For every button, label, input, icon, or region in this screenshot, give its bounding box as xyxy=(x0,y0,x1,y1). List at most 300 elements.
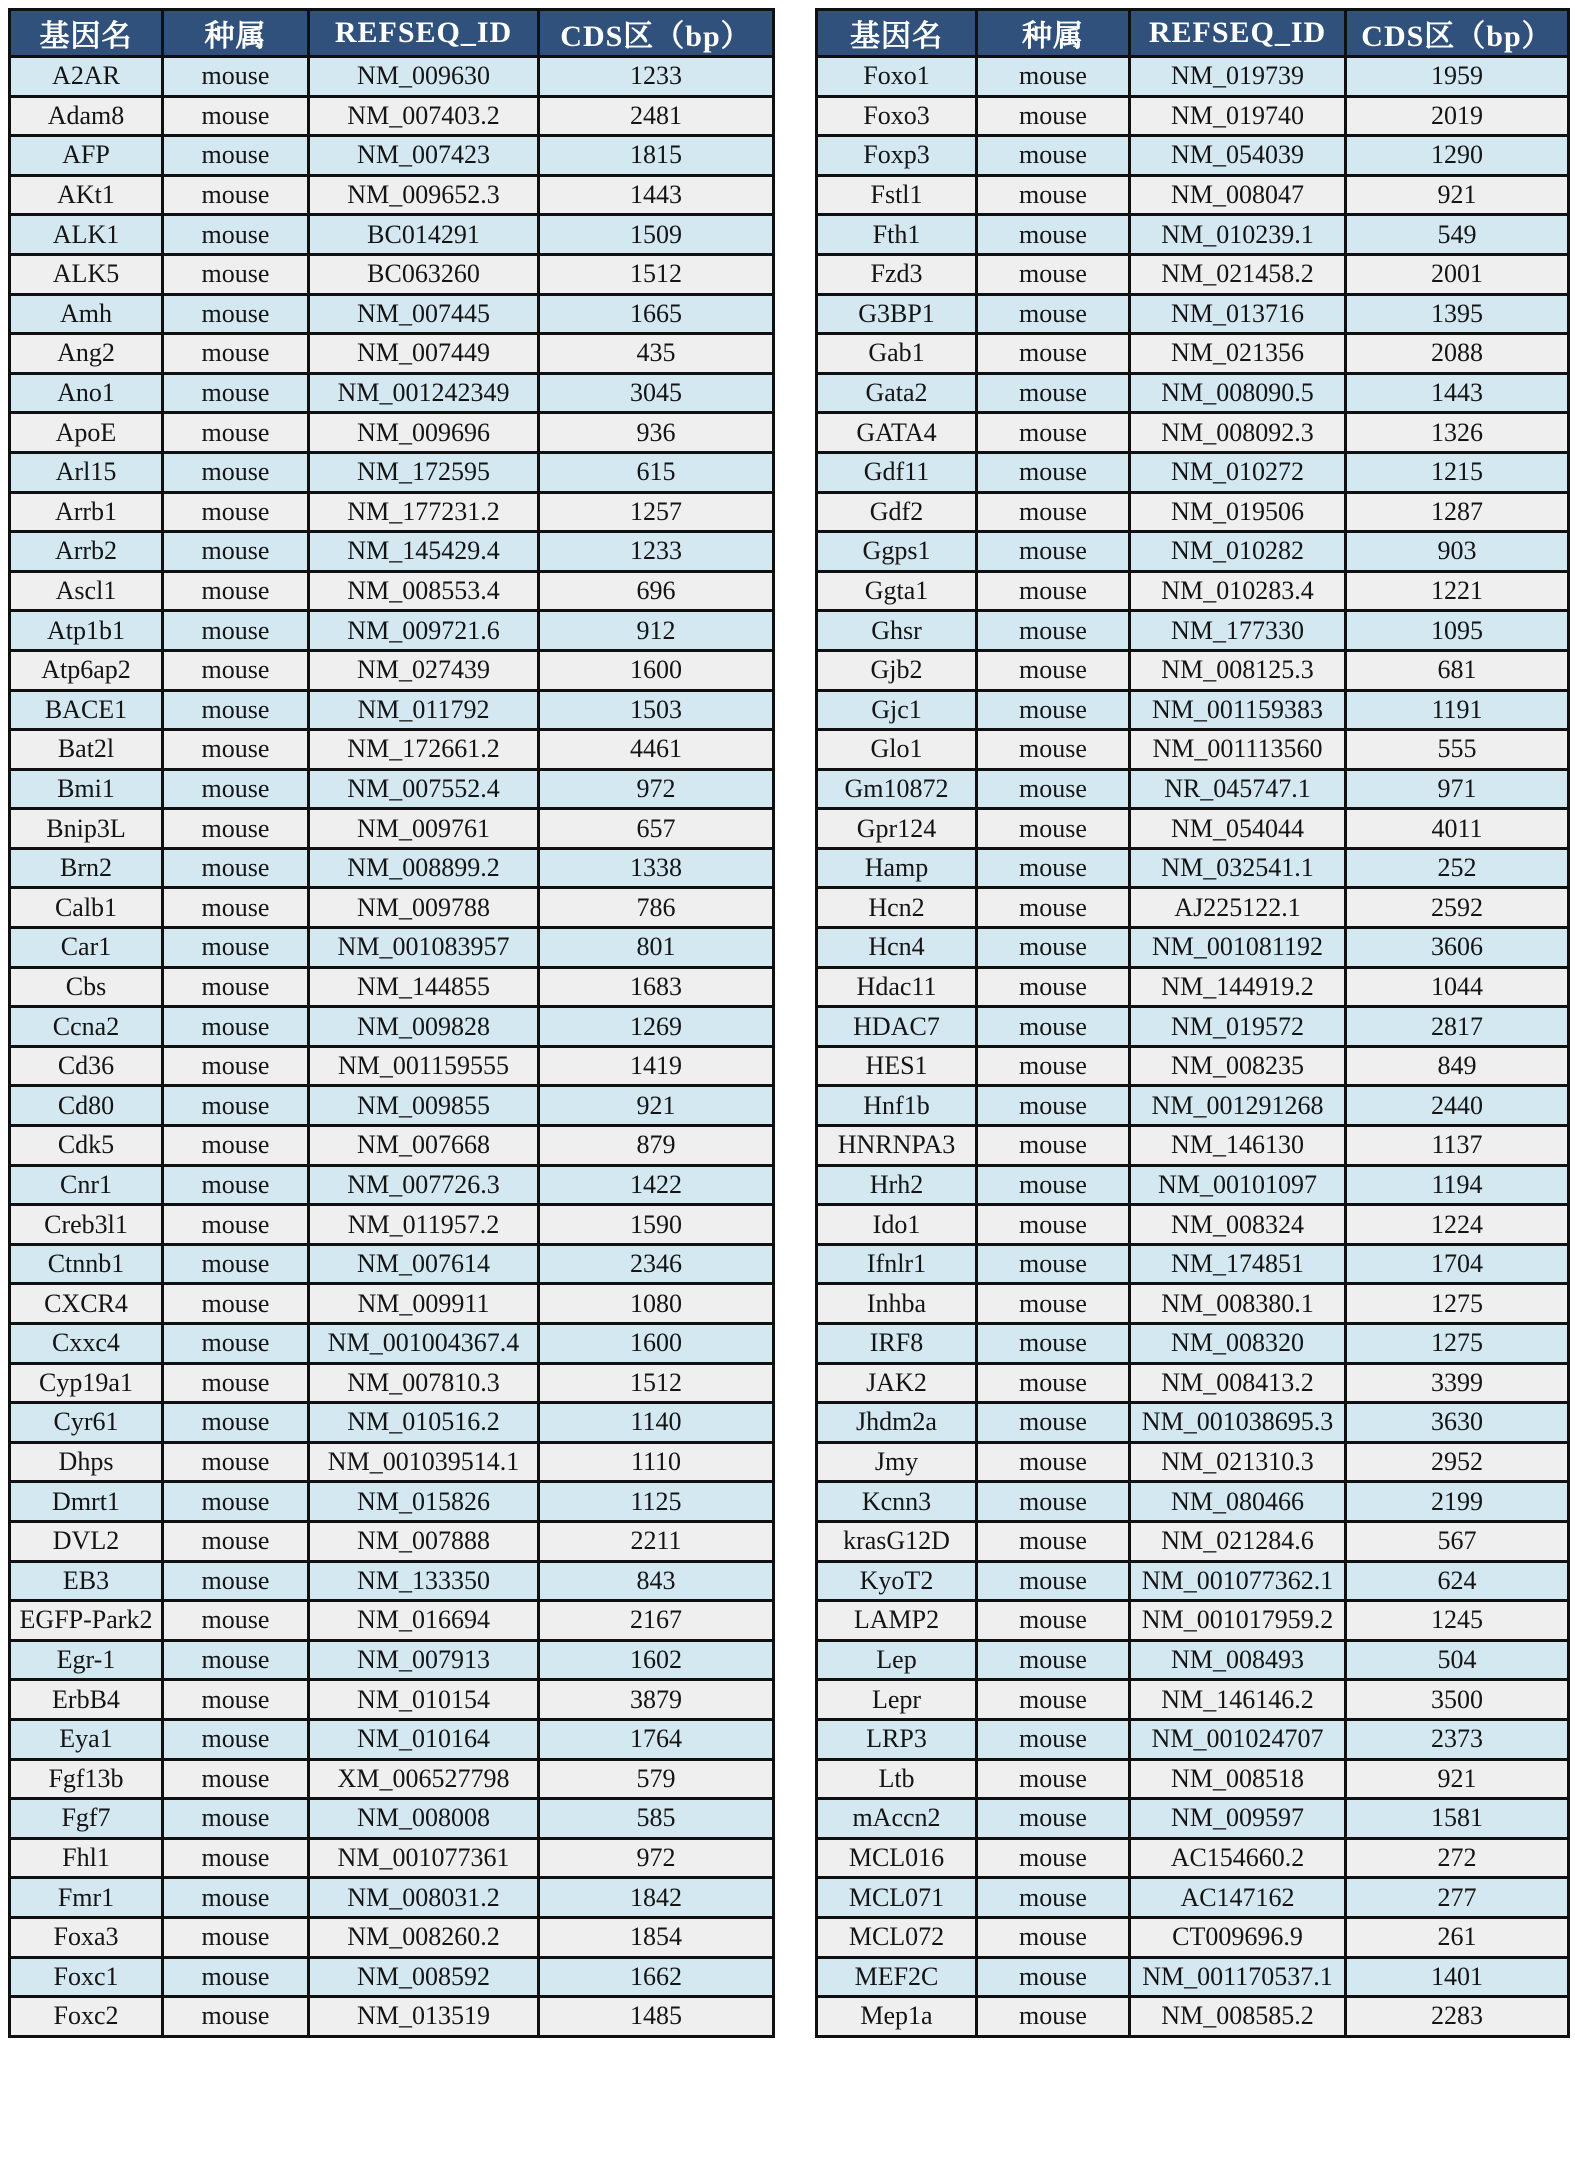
table-row xyxy=(817,1799,1569,1839)
table-row xyxy=(817,1561,1569,1601)
table-row xyxy=(817,1442,1569,1482)
cell-species: mouse xyxy=(977,650,1130,690)
cell-species: mouse xyxy=(977,215,1130,255)
table-row xyxy=(10,888,774,928)
cell-cds-bp: 4461 xyxy=(539,730,774,770)
cell-cds-bp: 624 xyxy=(1346,1561,1569,1601)
cell-refseq-id: NM_008592 xyxy=(309,1957,539,1997)
cell-refseq-id: BC014291 xyxy=(309,215,539,255)
cell-refseq-id: NM_007423 xyxy=(309,136,539,176)
cell-gene-name: Foxo1 xyxy=(817,57,977,97)
cell-refseq-id: NM_144855 xyxy=(309,967,539,1007)
table-row xyxy=(817,254,1569,294)
table-row xyxy=(817,1917,1569,1957)
header-row xyxy=(10,10,774,57)
cell-refseq-id: NM_008585.2 xyxy=(1130,1997,1346,2037)
cell-cds-bp: 1683 xyxy=(539,967,774,1007)
cell-gene-name: Fth1 xyxy=(817,215,977,255)
cell-refseq-id: NM_001113560 xyxy=(1130,730,1346,770)
cell-gene-name: Hnf1b xyxy=(817,1086,977,1126)
cell-cds-bp: 1215 xyxy=(1346,452,1569,492)
cell-species: mouse xyxy=(977,1403,1130,1443)
cell-cds-bp: 1509 xyxy=(539,215,774,255)
cell-refseq-id: NM_172595 xyxy=(309,452,539,492)
cell-species: mouse xyxy=(977,1799,1130,1839)
cell-cds-bp: 971 xyxy=(1346,769,1569,809)
cell-species: mouse xyxy=(977,1957,1130,1997)
table-row xyxy=(817,294,1569,334)
table-row xyxy=(817,848,1569,888)
cell-refseq-id: NR_045747.1 xyxy=(1130,769,1346,809)
cell-species: mouse xyxy=(977,1442,1130,1482)
cell-refseq-id: NM_001004367.4 xyxy=(309,1324,539,1364)
table-row xyxy=(817,1878,1569,1918)
cell-gene-name: MCL072 xyxy=(817,1917,977,1957)
table-row xyxy=(817,1719,1569,1759)
cell-refseq-id: NM_177330 xyxy=(1130,611,1346,651)
table-row xyxy=(817,650,1569,690)
cell-gene-name: Ltb xyxy=(817,1759,977,1799)
cell-refseq-id: NM_054044 xyxy=(1130,809,1346,849)
cell-cds-bp: 3500 xyxy=(1346,1680,1569,1720)
cell-refseq-id: NM_001024707 xyxy=(1130,1719,1346,1759)
cell-refseq-id: NM_007726.3 xyxy=(309,1165,539,1205)
cell-species: mouse xyxy=(163,1086,309,1126)
cell-cds-bp: 252 xyxy=(1346,848,1569,888)
cell-species: mouse xyxy=(977,1482,1130,1522)
cell-refseq-id: NM_008260.2 xyxy=(309,1917,539,1957)
cell-species: mouse xyxy=(163,571,309,611)
cell-species: mouse xyxy=(163,1403,309,1443)
cell-species: mouse xyxy=(977,1997,1130,2037)
cell-species: mouse xyxy=(163,928,309,968)
table-row xyxy=(817,413,1569,453)
cell-gene-name: Car1 xyxy=(10,928,163,968)
cell-species: mouse xyxy=(977,1878,1130,1918)
cell-species: mouse xyxy=(977,848,1130,888)
table-row xyxy=(817,1997,1569,2037)
table-row xyxy=(10,294,774,334)
cell-refseq-id: NM_174851 xyxy=(1130,1244,1346,1284)
cell-gene-name: Gdf11 xyxy=(817,452,977,492)
table-row xyxy=(10,1284,774,1324)
table-row xyxy=(10,136,774,176)
cell-cds-bp: 696 xyxy=(539,571,774,611)
header-row xyxy=(817,10,1569,57)
table-row xyxy=(817,1205,1569,1245)
cell-cds-bp: 1137 xyxy=(1346,1126,1569,1166)
cell-refseq-id: NM_010154 xyxy=(309,1680,539,1720)
table-row xyxy=(817,690,1569,730)
table-row xyxy=(10,1878,774,1918)
cell-refseq-id: NM_007614 xyxy=(309,1244,539,1284)
cell-cds-bp: 585 xyxy=(539,1799,774,1839)
cell-cds-bp: 277 xyxy=(1346,1878,1569,1918)
cell-refseq-id: NM_008090.5 xyxy=(1130,373,1346,413)
table-row xyxy=(817,571,1569,611)
cell-cds-bp: 1290 xyxy=(1346,136,1569,176)
cell-gene-name: Amh xyxy=(10,294,163,334)
cell-species: mouse xyxy=(163,1165,309,1205)
cell-gene-name: Hdac11 xyxy=(817,967,977,1007)
table-row xyxy=(817,769,1569,809)
cell-cds-bp: 1275 xyxy=(1346,1324,1569,1364)
cell-cds-bp: 3879 xyxy=(539,1680,774,1720)
cell-gene-name: LAMP2 xyxy=(817,1601,977,1641)
cell-refseq-id: NM_008008 xyxy=(309,1799,539,1839)
cell-refseq-id: NM_001038695.3 xyxy=(1130,1403,1346,1443)
cell-cds-bp: 272 xyxy=(1346,1838,1569,1878)
table-row xyxy=(10,1601,774,1641)
cell-gene-name: A2AR xyxy=(10,57,163,97)
table-row xyxy=(10,1957,774,1997)
cell-cds-bp: 3399 xyxy=(1346,1363,1569,1403)
cell-refseq-id: NM_009788 xyxy=(309,888,539,928)
cell-cds-bp: 3630 xyxy=(1346,1403,1569,1443)
cell-species: mouse xyxy=(163,532,309,572)
cell-cds-bp: 261 xyxy=(1346,1917,1569,1957)
table-row xyxy=(10,1007,774,1047)
cell-gene-name: Hcn4 xyxy=(817,928,977,968)
cell-refseq-id: NM_008413.2 xyxy=(1130,1363,1346,1403)
cell-refseq-id: NM_177231.2 xyxy=(309,492,539,532)
cell-cds-bp: 2817 xyxy=(1346,1007,1569,1047)
table-row xyxy=(10,1521,774,1561)
cell-cds-bp: 3045 xyxy=(539,373,774,413)
cell-species: mouse xyxy=(977,294,1130,334)
cell-refseq-id: NM_145429.4 xyxy=(309,532,539,572)
cell-cds-bp: 1257 xyxy=(539,492,774,532)
cell-species: mouse xyxy=(163,1521,309,1561)
cell-cds-bp: 1581 xyxy=(1346,1799,1569,1839)
cell-refseq-id: NM_009652.3 xyxy=(309,175,539,215)
cell-cds-bp: 1338 xyxy=(539,848,774,888)
cell-cds-bp: 2167 xyxy=(539,1601,774,1641)
table-row xyxy=(817,57,1569,97)
cell-refseq-id: NM_007810.3 xyxy=(309,1363,539,1403)
cell-gene-name: Cbs xyxy=(10,967,163,1007)
cell-species: mouse xyxy=(977,1086,1130,1126)
cell-gene-name: Creb3l1 xyxy=(10,1205,163,1245)
table-row xyxy=(10,1997,774,2037)
cell-species: mouse xyxy=(977,1561,1130,1601)
cell-gene-name: Ano1 xyxy=(10,373,163,413)
table-row xyxy=(817,1838,1569,1878)
table-row xyxy=(817,1957,1569,1997)
cell-refseq-id: NM_009597 xyxy=(1130,1799,1346,1839)
cell-refseq-id: NM_001077362.1 xyxy=(1130,1561,1346,1601)
cell-species: mouse xyxy=(163,373,309,413)
cell-species: mouse xyxy=(977,254,1130,294)
table-row xyxy=(10,1759,774,1799)
cell-refseq-id: NM_001083957 xyxy=(309,928,539,968)
cell-cds-bp: 1512 xyxy=(539,254,774,294)
table-row xyxy=(10,532,774,572)
cell-refseq-id: NM_001159383 xyxy=(1130,690,1346,730)
table-row xyxy=(817,967,1569,1007)
cell-gene-name: HES1 xyxy=(817,1046,977,1086)
cell-cds-bp: 1326 xyxy=(1346,413,1569,453)
cell-refseq-id: NM_007445 xyxy=(309,294,539,334)
cell-cds-bp: 903 xyxy=(1346,532,1569,572)
cell-cds-bp: 567 xyxy=(1346,1521,1569,1561)
cell-cds-bp: 972 xyxy=(539,1838,774,1878)
cell-species: mouse xyxy=(163,1719,309,1759)
cell-refseq-id: NM_013716 xyxy=(1130,294,1346,334)
table-row xyxy=(817,532,1569,572)
cell-refseq-id: AJ225122.1 xyxy=(1130,888,1346,928)
cell-gene-name: Foxo3 xyxy=(817,96,977,136)
cell-species: mouse xyxy=(163,809,309,849)
cell-gene-name: Dmrt1 xyxy=(10,1482,163,1522)
table-row xyxy=(10,690,774,730)
cell-cds-bp: 972 xyxy=(539,769,774,809)
cell-refseq-id: NM_021458.2 xyxy=(1130,254,1346,294)
cell-gene-name: Bnip3L xyxy=(10,809,163,849)
cell-gene-name: Egr-1 xyxy=(10,1640,163,1680)
table-row xyxy=(10,175,774,215)
cell-cds-bp: 1221 xyxy=(1346,571,1569,611)
cell-cds-bp: 921 xyxy=(539,1086,774,1126)
table-row xyxy=(10,730,774,770)
cell-refseq-id: NM_027439 xyxy=(309,650,539,690)
cell-species: mouse xyxy=(163,254,309,294)
table-row xyxy=(10,96,774,136)
cell-refseq-id: NM_080466 xyxy=(1130,1482,1346,1522)
cell-species: mouse xyxy=(163,215,309,255)
cell-cds-bp: 921 xyxy=(1346,175,1569,215)
cell-gene-name: Ifnlr1 xyxy=(817,1244,977,1284)
cell-gene-name: Ascl1 xyxy=(10,571,163,611)
cell-cds-bp: 1600 xyxy=(539,650,774,690)
cell-gene-name: Lep xyxy=(817,1640,977,1680)
cell-cds-bp: 1503 xyxy=(539,690,774,730)
cell-species: mouse xyxy=(163,1126,309,1166)
table-row xyxy=(10,1640,774,1680)
table-row xyxy=(817,373,1569,413)
cell-gene-name: Mep1a xyxy=(817,1997,977,2037)
cell-gene-name: Cyp19a1 xyxy=(10,1363,163,1403)
cell-species: mouse xyxy=(977,571,1130,611)
cell-gene-name: Cdk5 xyxy=(10,1126,163,1166)
table-row xyxy=(817,1086,1569,1126)
cell-cds-bp: 1600 xyxy=(539,1324,774,1364)
cell-cds-bp: 435 xyxy=(539,334,774,374)
table-row xyxy=(10,1917,774,1957)
cell-species: mouse xyxy=(163,848,309,888)
cell-cds-bp: 1401 xyxy=(1346,1957,1569,1997)
cell-species: mouse xyxy=(977,611,1130,651)
cell-species: mouse xyxy=(163,1601,309,1641)
cell-gene-name: Dhps xyxy=(10,1442,163,1482)
cell-gene-name: JAK2 xyxy=(817,1363,977,1403)
table-row xyxy=(817,1640,1569,1680)
cell-cds-bp: 1125 xyxy=(539,1482,774,1522)
cell-gene-name: Cd80 xyxy=(10,1086,163,1126)
cell-cds-bp: 1110 xyxy=(539,1442,774,1482)
table-row xyxy=(817,96,1569,136)
header-gene-name: 基因名 xyxy=(10,10,163,57)
cell-cds-bp: 843 xyxy=(539,1561,774,1601)
cell-gene-name: MCL071 xyxy=(817,1878,977,1918)
table-row xyxy=(817,175,1569,215)
cell-species: mouse xyxy=(977,1324,1130,1364)
cell-refseq-id: NM_010516.2 xyxy=(309,1403,539,1443)
cell-refseq-id: NM_001242349 xyxy=(309,373,539,413)
cell-refseq-id: NM_021310.3 xyxy=(1130,1442,1346,1482)
cell-cds-bp: 2088 xyxy=(1346,334,1569,374)
cell-species: mouse xyxy=(163,334,309,374)
cell-cds-bp: 921 xyxy=(1346,1759,1569,1799)
cell-refseq-id: NM_146146.2 xyxy=(1130,1680,1346,1720)
table-row xyxy=(10,1799,774,1839)
cell-refseq-id: AC154660.2 xyxy=(1130,1838,1346,1878)
cell-cds-bp: 1395 xyxy=(1346,294,1569,334)
header-species: 种属 xyxy=(977,10,1130,57)
cell-species: mouse xyxy=(977,1126,1130,1166)
cell-refseq-id: NM_016694 xyxy=(309,1601,539,1641)
cell-gene-name: HNRNPA3 xyxy=(817,1126,977,1166)
cell-gene-name: Foxc1 xyxy=(10,1957,163,1997)
table-row xyxy=(10,1719,774,1759)
cell-gene-name: Cyr61 xyxy=(10,1403,163,1443)
cell-refseq-id: NM_001039514.1 xyxy=(309,1442,539,1482)
table-row xyxy=(817,1403,1569,1443)
cell-species: mouse xyxy=(977,1165,1130,1205)
cell-refseq-id: NM_008324 xyxy=(1130,1205,1346,1245)
table-row xyxy=(817,1482,1569,1522)
cell-cds-bp: 1233 xyxy=(539,57,774,97)
table-row xyxy=(10,1561,774,1601)
cell-species: mouse xyxy=(977,928,1130,968)
cell-refseq-id: NM_007913 xyxy=(309,1640,539,1680)
cell-species: mouse xyxy=(977,57,1130,97)
cell-cds-bp: 2440 xyxy=(1346,1086,1569,1126)
table-row xyxy=(817,1165,1569,1205)
cell-refseq-id: NM_019572 xyxy=(1130,1007,1346,1047)
cell-species: mouse xyxy=(163,1284,309,1324)
table-row xyxy=(817,1363,1569,1403)
cell-gene-name: Brn2 xyxy=(10,848,163,888)
cell-cds-bp: 1245 xyxy=(1346,1601,1569,1641)
cell-species: mouse xyxy=(977,1917,1130,1957)
cell-cds-bp: 2952 xyxy=(1346,1442,1569,1482)
cell-refseq-id: NM_007888 xyxy=(309,1521,539,1561)
cell-cds-bp: 2346 xyxy=(539,1244,774,1284)
cell-refseq-id: NM_00101097 xyxy=(1130,1165,1346,1205)
cell-gene-name: EGFP-Park2 xyxy=(10,1601,163,1641)
cell-cds-bp: 1443 xyxy=(539,175,774,215)
cell-gene-name: KyoT2 xyxy=(817,1561,977,1601)
table-row xyxy=(10,57,774,97)
cell-cds-bp: 1842 xyxy=(539,1878,774,1918)
table-row xyxy=(10,1046,774,1086)
table-row xyxy=(817,809,1569,849)
cell-gene-name: Arrb1 xyxy=(10,492,163,532)
cell-species: mouse xyxy=(163,730,309,770)
cell-species: mouse xyxy=(977,96,1130,136)
cell-cds-bp: 936 xyxy=(539,413,774,453)
cell-cds-bp: 1815 xyxy=(539,136,774,176)
cell-cds-bp: 1419 xyxy=(539,1046,774,1086)
cell-cds-bp: 2019 xyxy=(1346,96,1569,136)
cell-species: mouse xyxy=(163,1917,309,1957)
cell-species: mouse xyxy=(977,413,1130,453)
cell-gene-name: Foxa3 xyxy=(10,1917,163,1957)
cell-refseq-id: NM_008092.3 xyxy=(1130,413,1346,453)
table-row xyxy=(10,1165,774,1205)
cell-gene-name: AKt1 xyxy=(10,175,163,215)
cell-refseq-id: NM_008380.1 xyxy=(1130,1284,1346,1324)
cell-species: mouse xyxy=(163,1363,309,1403)
cell-cds-bp: 1662 xyxy=(539,1957,774,1997)
cell-refseq-id: NM_008553.4 xyxy=(309,571,539,611)
cell-refseq-id: NM_019739 xyxy=(1130,57,1346,97)
cell-gene-name: Gjb2 xyxy=(817,650,977,690)
cell-cds-bp: 2283 xyxy=(1346,1997,1569,2037)
cell-species: mouse xyxy=(163,1482,309,1522)
table-row xyxy=(817,215,1569,255)
table-row xyxy=(10,1324,774,1364)
cell-cds-bp: 579 xyxy=(539,1759,774,1799)
cell-refseq-id: NM_133350 xyxy=(309,1561,539,1601)
table-row xyxy=(10,413,774,453)
table-row xyxy=(10,492,774,532)
table-row xyxy=(10,1442,774,1482)
cell-species: mouse xyxy=(163,769,309,809)
cell-cds-bp: 549 xyxy=(1346,215,1569,255)
cell-cds-bp: 1959 xyxy=(1346,57,1569,97)
cell-species: mouse xyxy=(977,1601,1130,1641)
cell-cds-bp: 1485 xyxy=(539,1997,774,2037)
cell-gene-name: Arrb2 xyxy=(10,532,163,572)
cell-species: mouse xyxy=(977,1244,1130,1284)
cell-species: mouse xyxy=(977,1521,1130,1561)
cell-refseq-id: NM_008031.2 xyxy=(309,1878,539,1918)
cell-refseq-id: NM_010164 xyxy=(309,1719,539,1759)
cell-gene-name: Eya1 xyxy=(10,1719,163,1759)
cell-gene-name: Arl15 xyxy=(10,452,163,492)
cell-refseq-id: NM_146130 xyxy=(1130,1126,1346,1166)
cell-species: mouse xyxy=(977,1284,1130,1324)
cell-species: mouse xyxy=(163,136,309,176)
cell-cds-bp: 912 xyxy=(539,611,774,651)
cell-species: mouse xyxy=(163,1007,309,1047)
table-row xyxy=(10,334,774,374)
table-row xyxy=(10,254,774,294)
cell-cds-bp: 801 xyxy=(539,928,774,968)
cell-gene-name: Fhl1 xyxy=(10,1838,163,1878)
cell-species: mouse xyxy=(977,1838,1130,1878)
cell-cds-bp: 504 xyxy=(1346,1640,1569,1680)
cell-species: mouse xyxy=(163,175,309,215)
cell-cds-bp: 1224 xyxy=(1346,1205,1569,1245)
cell-gene-name: Adam8 xyxy=(10,96,163,136)
cell-species: mouse xyxy=(977,452,1130,492)
cell-refseq-id: NM_019506 xyxy=(1130,492,1346,532)
cell-gene-name: Glo1 xyxy=(817,730,977,770)
cell-cds-bp: 786 xyxy=(539,888,774,928)
table-row xyxy=(10,809,774,849)
cell-refseq-id: NM_010282 xyxy=(1130,532,1346,572)
table-row xyxy=(817,1521,1569,1561)
table-row xyxy=(817,1680,1569,1720)
cell-species: mouse xyxy=(977,809,1130,849)
cell-gene-name: Hcn2 xyxy=(817,888,977,928)
header-gene-name: 基因名 xyxy=(817,10,977,57)
table-row xyxy=(10,928,774,968)
header-refseq-id: REFSEQ_ID xyxy=(1130,10,1346,57)
